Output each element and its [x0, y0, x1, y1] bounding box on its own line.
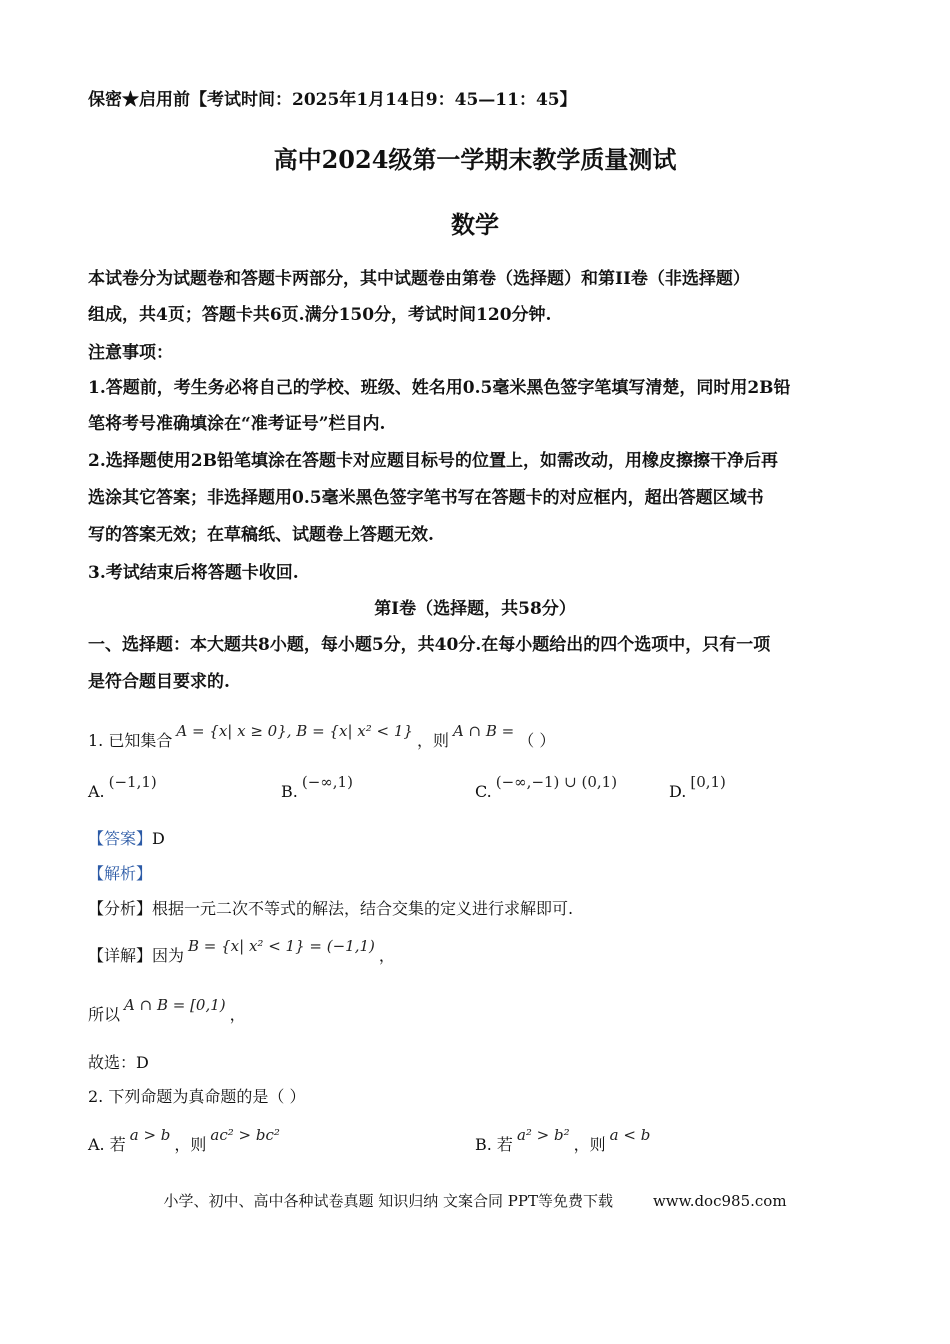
- section-desc-2: 是符合题目要求的.: [88, 672, 230, 692]
- so-prefix: 所以: [88, 1005, 121, 1024]
- q1-option-b-expr: (−∞,1): [301, 773, 353, 791]
- q2-option-b-label: B. 若: [475, 1135, 513, 1154]
- note-1a: 1.答题前，考生务必将自己的学校、班级、姓名用0.5毫米黑色签字笔填写清楚，同时用2B铅: [88, 378, 791, 398]
- q2-option-a-label: A. 若: [88, 1135, 126, 1154]
- footer-site-link[interactable]: www.doc985.com: [652, 1192, 787, 1210]
- q2-option-a: [88, 1126, 284, 1157]
- exam-title: 高中2024级第一学期末教学质量测试: [273, 145, 677, 174]
- q2-option-b-mid: ，则: [573, 1135, 606, 1154]
- q1-choose: 故选：D: [88, 1053, 149, 1072]
- q1-fenxi: 【分析】根据一元二次不等式的解法，结合交集的定义进行求解即可.: [88, 899, 574, 918]
- q1-answer: [88, 827, 165, 851]
- q2-option-a-res: ac² > bc²: [210, 1126, 280, 1144]
- q1-option-d-expr: [0,1): [690, 773, 726, 791]
- q1-option-c-expr: (−∞,−1) ∪ (0,1): [495, 773, 618, 791]
- detail-end: ，: [378, 946, 395, 965]
- note-2b: 选涂其它答案；非选择题用0.5毫米黑色签字笔书写在答题卡的对应框内，超出答题区域书: [88, 488, 764, 508]
- note-2c: 写的答案无效；在草稿纸、试题卷上答题无效.: [88, 525, 434, 545]
- q1-paren: （ ）: [518, 731, 556, 750]
- q1-option-d-label: D.: [669, 782, 687, 801]
- answer-value: D: [152, 829, 165, 848]
- page-footer: [0, 1190, 950, 1211]
- confidential-line: 保密★启用前【考试时间：2025年1月14日9：45—11：45】: [88, 90, 577, 110]
- so-end: ，: [229, 1005, 246, 1024]
- answer-tag: 【答案】: [88, 829, 153, 848]
- q1-option-a: [88, 773, 161, 804]
- question-2-stem: 2. 下列命题为真命题的是（ ）: [88, 1087, 306, 1106]
- q1-ask-expr: A ∩ B =: [452, 722, 515, 740]
- q1-option-d: [669, 773, 730, 804]
- section-desc-1: 一、选择题：本大题共8小题，每小题5分，共40分.在每小题给出的四个选项中，只有一项: [88, 635, 771, 655]
- note-2a: 2.选择题使用2B铅笔填涂在答题卡对应题目标号的位置上，如需改动，用橡皮擦擦干净后再: [88, 451, 778, 471]
- note-1b: 笔将考号准确填涂在“准考证号”栏目内.: [88, 414, 386, 434]
- q1-so: [88, 996, 246, 1027]
- question-1: [88, 722, 556, 753]
- so-expr: A ∩ B = [0,1): [124, 996, 226, 1014]
- q2-option-b-cond: a² > b²: [516, 1126, 570, 1144]
- q1-option-b-label: B.: [281, 782, 298, 801]
- q1-set-expr: A = {x| x ≥ 0}, B = {x| x² < 1}: [176, 722, 413, 740]
- q1-option-b: [281, 773, 357, 804]
- intro-line-2: 组成，共4页；答题卡共6页.满分150分，考试时间120分钟.: [88, 305, 552, 325]
- q1-option-a-label: A.: [88, 782, 105, 801]
- q2-option-a-mid: ，则: [174, 1135, 207, 1154]
- q1-option-c-label: C.: [475, 782, 492, 801]
- footer-text: 小学、初中、高中各种试卷真题 知识归纳 文案合同 PPT等免费下载: [163, 1192, 613, 1210]
- q1-mid: ，则: [416, 731, 449, 750]
- q1-detail: [88, 937, 395, 968]
- q1-option-c: [475, 773, 621, 804]
- subject-title: 数学: [451, 210, 499, 239]
- q1-prefix: 1. 已知集合: [88, 731, 173, 750]
- analysis-tag: 【解析】: [88, 864, 153, 883]
- detail-prefix: 【详解】因为: [88, 946, 185, 965]
- q2-option-b: [475, 1126, 654, 1157]
- q1-option-a-expr: (−1,1): [108, 773, 157, 791]
- note-3: 3.考试结束后将答题卡收回.: [88, 563, 299, 583]
- q2-option-a-cond: a > b: [129, 1126, 171, 1144]
- q2-option-b-res: a < b: [609, 1126, 651, 1144]
- intro-line-1: 本试卷分为试题卷和答题卡两部分，其中试题卷由第卷（选择题）和第II卷（非选择题）: [88, 269, 750, 289]
- detail-expr: B = {x| x² < 1} = (−1,1): [188, 937, 375, 955]
- section-heading: 第I卷（选择题，共58分）: [374, 599, 576, 619]
- notes-title: 注意事项：: [88, 343, 173, 363]
